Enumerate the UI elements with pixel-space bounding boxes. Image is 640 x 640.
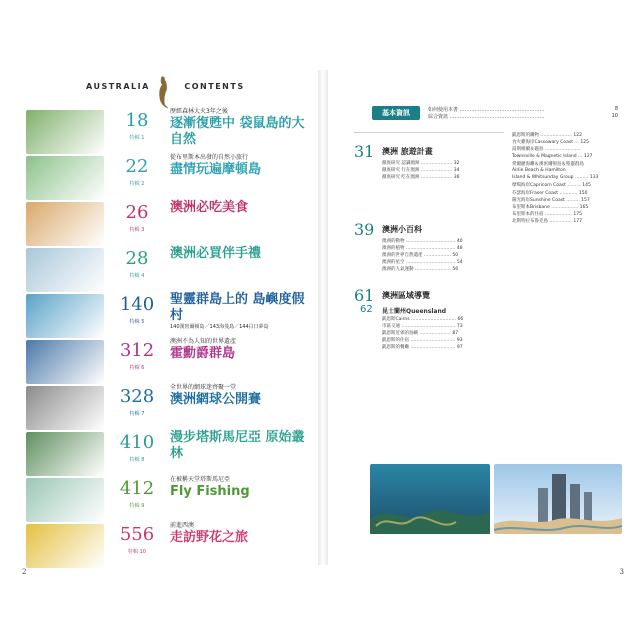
entry-text [170, 384, 310, 408]
entry-page-number: 140 [119, 294, 155, 315]
entry-title: 聖靈群島上的 島嶼度假村 [170, 292, 305, 323]
section-number: 31 [354, 142, 375, 161]
toc-line[interactable]: 凱恩斯的住宿 ………………………… 93 [382, 338, 463, 343]
toc-line[interactable]: Townsville & Magnetic Island … 127 [512, 153, 593, 159]
thumbnail [26, 248, 104, 292]
entry-title: 澳洲必吃美食 [170, 200, 249, 215]
entry-kicker: 從布里斯本出發的自然小旅行 [170, 154, 249, 161]
thumbnail [26, 294, 104, 338]
left-page [20, 72, 316, 576]
toc-line[interactable]: 澳洲的世界自然遺產 ……………… 50 [382, 253, 459, 258]
entry-feature-label: 特輯 9 [129, 503, 145, 509]
kangaroo-icon [154, 74, 172, 110]
section-number: 61 [354, 286, 375, 305]
entry-kicker: 前進西澳 [170, 522, 195, 529]
entry-feature-label: 特輯 7 [129, 411, 145, 417]
book-gutter [318, 70, 328, 565]
entry-title: Fly Fishing [170, 484, 250, 499]
right-page [330, 72, 624, 576]
toc-line[interactable]: 湯斯維爾＆磁島 …………………… [512, 147, 581, 153]
toc-line[interactable]: 澳洲的星空 …………………………… 54 [382, 260, 463, 265]
entry-page-number: 28 [125, 248, 149, 269]
entry-title: 盡情玩遍摩頓島 [170, 162, 262, 177]
toc-line[interactable]: 食火雞海岸Cassowary Coast … 125 [512, 140, 589, 146]
subsection-title: 昆士蘭州Queensland [382, 308, 447, 315]
contents-entry[interactable] [26, 340, 306, 384]
entry-feature-label: 特輯 6 [129, 365, 145, 371]
entry-text [170, 108, 310, 148]
photo-reef [370, 464, 490, 534]
page-number-right: 3 [619, 568, 624, 576]
entry-title: 漫步塔斯馬尼亞 原始叢林 [170, 430, 305, 461]
entry-page-number: 410 [119, 432, 155, 453]
entry-kicker: 澳洲不為人知的世界遺產 [170, 338, 237, 345]
entry-feature-label: 特輯 1 [129, 135, 145, 141]
entry-title: 霍勳爵群島 [170, 346, 236, 361]
thumbnail [26, 478, 104, 522]
entry-feature-label: 特輯 5 [129, 319, 145, 325]
entry-feature-label: 特輯 4 [129, 273, 145, 279]
entry-text [170, 430, 310, 462]
toc-line[interactable]: 凱恩斯的購物 ………………… 122 [512, 133, 582, 138]
toc-line[interactable]: 澳洲的植物 …………………………… 48 [382, 246, 463, 251]
toc-line[interactable]: Island & Whitsunday Group ……… 133 [512, 175, 599, 181]
entry-kicker: 全世界的網球迷齊聚一堂 [170, 384, 237, 391]
toc-row[interactable]: 綜合資訊 ………………………………………………… 10 [428, 113, 618, 120]
entry-text [170, 476, 310, 500]
toc-line[interactable]: 市區交通 ……………………………… 73 [382, 324, 463, 329]
toc-line[interactable]: 摩羯海岸Capricorn Coast ……… 145 [512, 183, 591, 189]
city-illustration [494, 464, 622, 534]
toc-line[interactable]: 澳洲的動物 …………………………… 40 [382, 239, 463, 244]
toc-line[interactable]: 徹底研究 吃在澳洲 ………………… 36 [382, 175, 460, 180]
toc-line[interactable]: Airlie Beach & Hamilton [512, 168, 566, 173]
contents-entry[interactable] [26, 432, 306, 476]
photo-city [494, 464, 622, 534]
contents-entry[interactable] [26, 294, 306, 338]
entry-text [170, 246, 310, 262]
section-title: 澳洲 旅遊計畫 [382, 147, 433, 156]
entry-title: 逐漸復甦中 袋鼠島的大自然 [170, 116, 305, 147]
contents-entry[interactable] [26, 386, 306, 430]
basic-info-badge: 基本資訊 [372, 106, 420, 120]
section-number: 39 [354, 220, 375, 239]
toc-line[interactable]: 布里斯本Brisbane ……………… 165 [512, 205, 589, 210]
contents-entry[interactable] [26, 478, 306, 522]
basic-info-bar [372, 106, 622, 120]
entry-text [170, 338, 310, 362]
entry-feature-label: 特輯 8 [129, 457, 145, 463]
entry-feature-label: 特輯 2 [129, 181, 145, 187]
toc-line[interactable]: 徹底研究 認識澳洲 ………………… 32 [382, 161, 460, 166]
entry-title: 走訪野花之旅 [170, 530, 249, 545]
subsection-number: 62 [360, 304, 373, 315]
entry-subtitle: 140漢密爾頓島／143海曼島／144白日夢島 [170, 324, 269, 330]
thumbnail [26, 524, 104, 568]
entry-text [170, 522, 310, 546]
toc-line[interactable]: 徹底研究 行在澳洲 ………………… 34 [382, 168, 460, 173]
toc-line[interactable]: 凱恩斯近郊的島嶼 ………………… 87 [382, 331, 459, 336]
entry-page-number: 26 [125, 202, 149, 223]
thumbnail [26, 202, 104, 246]
contents-entry[interactable] [26, 524, 306, 568]
page-number-left: 2 [22, 568, 27, 576]
toc-line[interactable]: 凱恩斯Cairns ………………………… 66 [382, 317, 464, 322]
section-title: 澳洲區域導覽 [382, 291, 430, 300]
reef-illustration [370, 464, 490, 534]
entry-page-number: 412 [119, 478, 155, 499]
entry-text [170, 154, 310, 178]
thumbnail [26, 432, 104, 476]
entry-page-number: 556 [119, 524, 155, 545]
entry-kicker: 歷經森林大火3年之後 [170, 108, 228, 115]
toc-line[interactable]: 澳洲的人氣運動 …………………… 56 [382, 267, 459, 272]
entry-text [170, 200, 310, 216]
entry-feature-label: 特輯 10 [128, 549, 146, 555]
entry-kicker: 在被稱天堂塔斯馬尼亞 [170, 476, 231, 483]
toc-line[interactable]: 北斯特拉布魯克島 …………… 177 [512, 219, 582, 225]
contents-entry[interactable] [26, 248, 306, 292]
entry-title: 澳洲必買伴手禮 [170, 246, 262, 261]
entry-page-number: 328 [119, 386, 155, 407]
thumbnail [26, 110, 104, 154]
toc-line[interactable]: 愛爾麗海灘＆漢密爾頓島＆聖靈群島 [512, 161, 584, 167]
toc-line[interactable]: 布里斯本的住宿 ……………… 175 [512, 212, 582, 218]
entry-text [170, 292, 310, 331]
thumbnail [26, 386, 104, 430]
entry-feature-label: 特輯 3 [129, 227, 145, 233]
entry-title: 澳洲網球公開賽 [170, 392, 262, 407]
brand-left: AUSTRALIA [86, 82, 150, 91]
toc-row[interactable]: 如何使用本書 …………………………………………… 8 [428, 106, 618, 113]
contents-entry[interactable] [26, 202, 306, 246]
brand-right: CONTENTS [184, 82, 245, 91]
contents-entry[interactable] [26, 156, 306, 200]
section-title: 澳洲小百科 [382, 225, 422, 234]
toc-line[interactable]: 芬瑟海岸Fraser Coast ………… 150 [512, 190, 588, 196]
toc-line[interactable]: 陽光海岸Sunshine Coast ……… 157 [512, 197, 590, 203]
toc-line[interactable]: 凱恩斯的餐廳 ………………………… 97 [382, 345, 463, 350]
entry-page-number: 22 [125, 156, 149, 177]
divider [354, 132, 504, 133]
entry-page-number: 18 [125, 110, 149, 131]
entry-page-number: 312 [119, 340, 155, 361]
contents-entry[interactable] [26, 110, 306, 154]
thumbnail [26, 340, 104, 384]
thumbnail [26, 156, 104, 200]
